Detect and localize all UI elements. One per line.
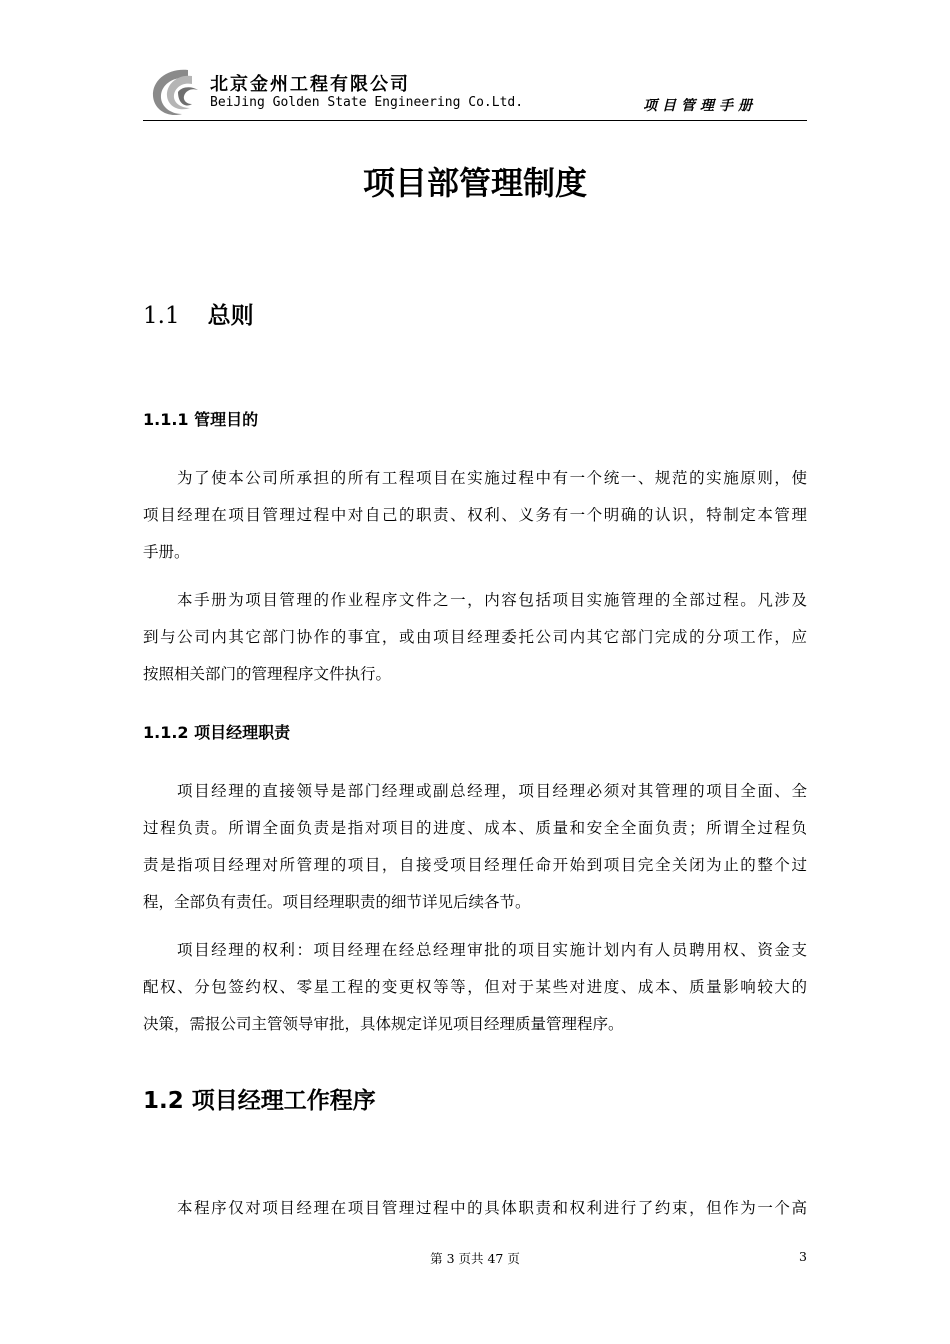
section-number: 1.1 <box>143 303 180 329</box>
paragraph-line: 项目经理的直接领导是部门经理或副总经理，项目经理必须对其管理的项目全面、全 <box>177 782 807 800</box>
swirl-logo-icon <box>148 66 204 118</box>
company-name-en: BeiJing Golden State Engineering Co.Ltd. <box>210 95 524 110</box>
paragraph-line: 为了使本公司所承担的所有工程项目在实施过程中有一个统一、规范的实施原则，使 <box>177 469 807 487</box>
paragraph-line: 本程序仅对项目经理在项目管理过程中的具体职责和权利进行了约束，但作为一个高 <box>177 1199 807 1217</box>
paragraph-line: 到与公司内其它部门协作的事宜，或由项目经理委托公司内其它部门完成的分项工作，应 <box>143 628 807 646</box>
manual-name: 项目管理手册 <box>643 98 757 114</box>
subsection-heading-1-1-1: 1.1.1 管理目的 <box>143 410 259 429</box>
document-title: 项目部管理制度 <box>362 164 587 202</box>
paragraph-line: 项目经理的权利：项目经理在经总经理审批的项目实施计划内有人员聘用权、资金支 <box>177 941 807 959</box>
paragraph-line: 本手册为项目管理的作业程序文件之一，内容包括项目实施管理的全部过程。凡涉及 <box>177 591 807 609</box>
paragraph-line: 过程负责。所谓全面负责是指对项目的进度、成本、质量和安全全面负责；所谓全过程负 <box>143 819 807 837</box>
paragraph-line: 责是指项目经理对所管理的项目，自接受项目经理任命开始到项目完全关闭为止的整个过 <box>143 856 807 874</box>
paragraph-line: 程，全部负有责任。项目经理职责的细节详见后续各节。 <box>143 893 531 911</box>
paragraph-line: 决策，需报公司主管领导审批，具体规定详见项目经理质量管理程序。 <box>143 1015 624 1033</box>
paragraph-line: 手册。 <box>143 543 190 561</box>
paragraph <box>143 582 807 693</box>
page-number: 3 <box>799 1249 807 1264</box>
paragraph <box>143 932 807 1043</box>
section-heading-1-2: 1.2 项目经理工作程序 <box>143 1088 376 1114</box>
page-footer-info: 第 3 页共 47 页 <box>430 1251 520 1266</box>
paragraph-line: 项目经理在项目管理过程中对自己的职责、权利、义务有一个明确的认识，特制定本管理 <box>143 506 807 524</box>
paragraph <box>143 773 807 921</box>
section-heading-1-1 <box>143 297 254 330</box>
page-header <box>143 62 807 121</box>
paragraph-line: 配权、分包签约权、零星工程的变更权等等，但对于某些对进度、成本、质量影响较大的 <box>143 978 807 996</box>
paragraph <box>143 1190 807 1227</box>
subsection-heading-1-1-2: 1.1.2 项目经理职责 <box>143 723 291 742</box>
paragraph-line: 按照相关部门的管理程序文件执行。 <box>143 665 392 683</box>
section-label: 总则 <box>207 303 254 329</box>
paragraph <box>143 460 807 571</box>
company-name-cn: 北京金州工程有限公司 <box>210 74 410 95</box>
